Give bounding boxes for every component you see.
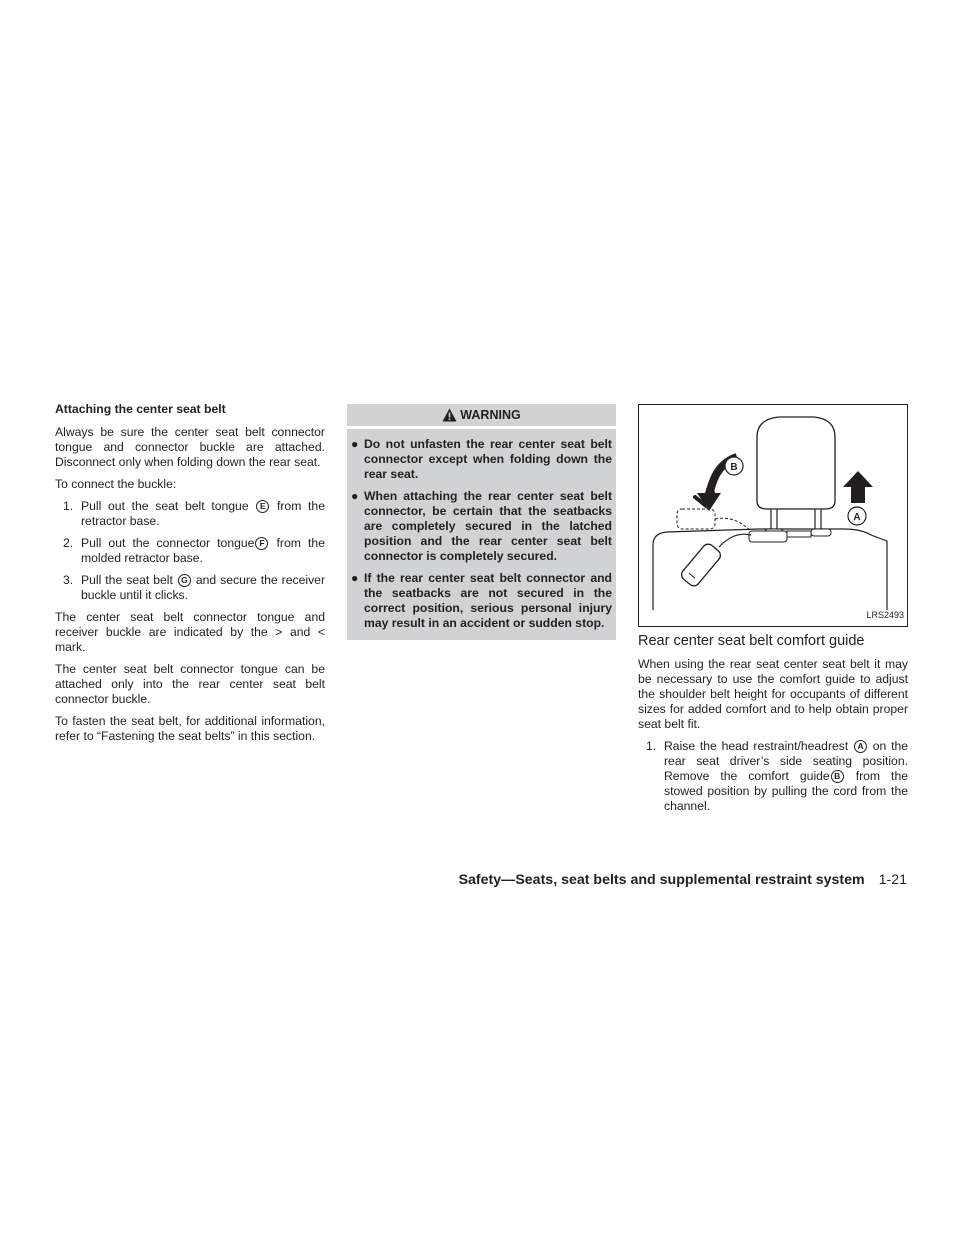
comfort-guide-illustration <box>638 404 908 627</box>
section-heading: Attaching the center seat belt <box>55 402 226 416</box>
figure-code: LRS2493 <box>866 610 904 620</box>
marks-paragraph: The center seat belt connector tongue and receiver buckle are indicated by the > and < mark. <box>55 610 325 654</box>
bullet-icon: ● <box>351 489 359 503</box>
step-item: 1. Pull out the seat belt tongue E from the retractor base. <box>63 499 325 528</box>
marker-f-icon: F <box>255 537 268 550</box>
warning-header <box>347 404 616 429</box>
seat-illustration-icon <box>639 405 907 626</box>
left-column <box>55 402 325 751</box>
refer-paragraph: To fasten the seat belt, for additional information, refer to “Fastening the seat belts” in this section. <box>55 714 325 743</box>
steps-list <box>55 499 325 603</box>
figure-caption: Rear center seat belt comfort guide <box>638 633 865 649</box>
connect-label: To connect the buckle: <box>55 477 177 491</box>
warning-item: ● When attaching the rear center seat belt connector, be certain that the seatbacks are completely secured in the latched position and the rear center seat belt connector is completely secured. <box>351 489 612 563</box>
step-number: 1. <box>646 739 657 753</box>
comfort-intro: When using the rear seat center seat belt it may be necessary to use the comfort guide to adjust the shoulder belt height for occupants of different sizes for added comfort and to help obtain proper seat belt fit. <box>638 657 908 731</box>
warning-list <box>347 429 616 631</box>
bullet-icon: ● <box>351 437 359 451</box>
warning-title: WARNING <box>460 407 521 422</box>
step-item: 1. Raise the head restraint/headrest A on the rear seat driver’s side seating position. Remove the comfort guide B from the stowed position by pulling the cord from the channel. <box>646 739 909 813</box>
page-footer <box>459 872 907 888</box>
label-b: B <box>730 462 738 473</box>
page-number: 1-21 <box>878 872 907 888</box>
intro-paragraph: Always be sure the center seat belt connector tongue and connector buckle are attached. Disconnect only when folding down the rear seat. <box>55 425 325 469</box>
comfort-steps <box>638 739 908 814</box>
step-item: 3. Pull the seat belt G and secure the receiver buckle until it clicks. <box>63 573 325 602</box>
footer-section-title: Safety—Seats, seat belts and supplemental restraint system <box>458 872 865 888</box>
warning-item: ● Do not unfasten the rear center seat belt connector except when folding down the rear seat. <box>351 437 612 481</box>
attach-paragraph: The center seat belt connector tongue can be attached only into the rear center seat belt connector buckle. <box>55 662 325 706</box>
step-number: 1. <box>63 499 74 513</box>
warning-item: ● If the rear center seat belt connector and the seatbacks are not secured in the correct position, serious personal injury may result in an accident or sudden stop. <box>351 571 612 630</box>
right-column <box>638 404 908 821</box>
step-number: 3. <box>63 573 74 587</box>
warning-box <box>347 404 616 640</box>
step-item: 2. Pull out the connector tongue F from the molded retractor base. <box>63 536 325 565</box>
marker-g-icon: G <box>178 574 191 587</box>
step-number: 2. <box>63 536 74 550</box>
label-a: A <box>853 512 861 523</box>
marker-b-icon: B <box>831 770 844 783</box>
marker-e-icon: E <box>256 500 269 513</box>
bullet-icon: ● <box>351 571 359 585</box>
warning-triangle-icon <box>442 408 457 422</box>
marker-a-icon: A <box>854 740 867 753</box>
